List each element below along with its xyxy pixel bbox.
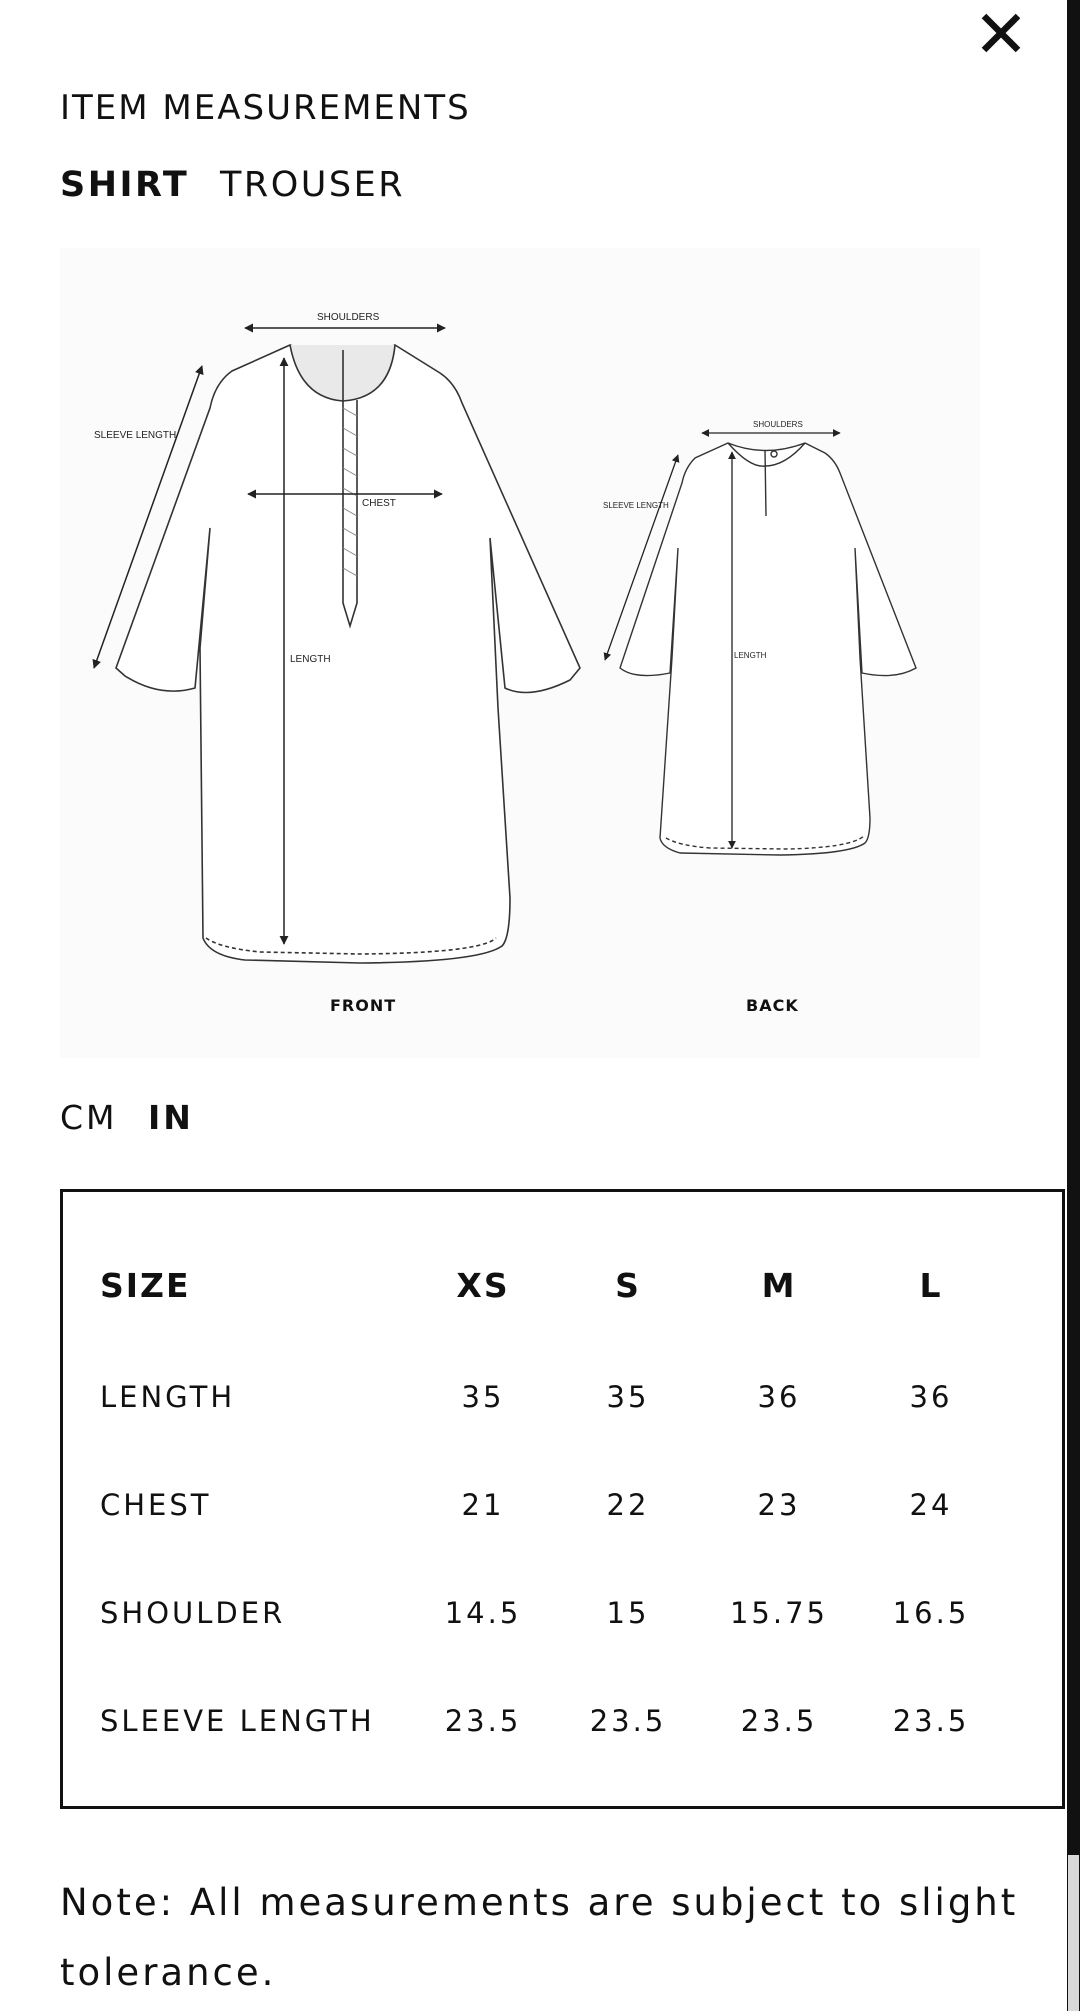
scrollbar-thumb[interactable] [1068, 1855, 1079, 2011]
table-cell: 15 [606, 1596, 650, 1630]
front-label-sleeve: SLEEVE LENGTH [94, 430, 177, 441]
back-caption: BACK [746, 996, 799, 1015]
unit-toggle-in[interactable]: IN [148, 1098, 194, 1137]
table-cell: 23.5 [740, 1704, 818, 1738]
table-cell: 35 [606, 1380, 650, 1414]
front-label-shoulders: SHOULDERS [317, 312, 380, 323]
table-cell: 23.5 [892, 1704, 970, 1738]
table-header-m: M [761, 1266, 797, 1305]
tab-trouser[interactable]: TROUSER [220, 165, 406, 205]
back-label-sleeve: SLEEVE LENGTH [603, 501, 669, 510]
table-cell: 14.5 [444, 1596, 522, 1630]
size-table [60, 1189, 1065, 1809]
table-header-xs: XS [456, 1266, 510, 1305]
back-label-length: LENGTH [734, 651, 767, 660]
table-header-size: SIZE [100, 1266, 191, 1305]
front-label-length: LENGTH [290, 654, 331, 665]
close-icon [976, 8, 1026, 58]
table-cell: 15.75 [729, 1596, 829, 1630]
table-cell: 24 [909, 1488, 953, 1522]
back-label-shoulders: SHOULDERS [753, 420, 803, 429]
tolerance-note: Note: All measurements are subject to slight tolerance. [60, 1881, 1019, 1994]
modal-title: ITEM MEASUREMENTS [60, 88, 471, 128]
row-label-shoulder: SHOULDER [100, 1596, 286, 1630]
row-label-sleeve-length: SLEEVE LENGTH [100, 1704, 375, 1738]
unit-toggle-cm[interactable]: CM [60, 1098, 118, 1137]
table-header-s: S [615, 1266, 641, 1305]
table-cell: 23 [757, 1488, 801, 1522]
front-label-chest: CHEST [362, 498, 396, 509]
front-garment [116, 345, 580, 963]
table-cell: 22 [606, 1488, 650, 1522]
table-header-l: L [919, 1266, 943, 1305]
table-cell: 35 [461, 1380, 505, 1414]
scrollbar-track[interactable] [1067, 0, 1080, 2011]
tab-shirt[interactable]: SHIRT [60, 165, 190, 205]
table-cell: 23.5 [444, 1704, 522, 1738]
table-cell: 36 [757, 1380, 801, 1414]
close-button[interactable] [976, 8, 1026, 58]
shirt-diagram [60, 248, 980, 1058]
front-caption: FRONT [330, 996, 397, 1015]
table-cell: 36 [909, 1380, 953, 1414]
measurement-illustration [60, 248, 980, 1058]
table-cell: 21 [461, 1488, 505, 1522]
table-cell: 16.5 [892, 1596, 970, 1630]
table-cell: 23.5 [589, 1704, 667, 1738]
row-label-chest: CHEST [100, 1488, 212, 1522]
row-label-length: LENGTH [100, 1380, 236, 1414]
